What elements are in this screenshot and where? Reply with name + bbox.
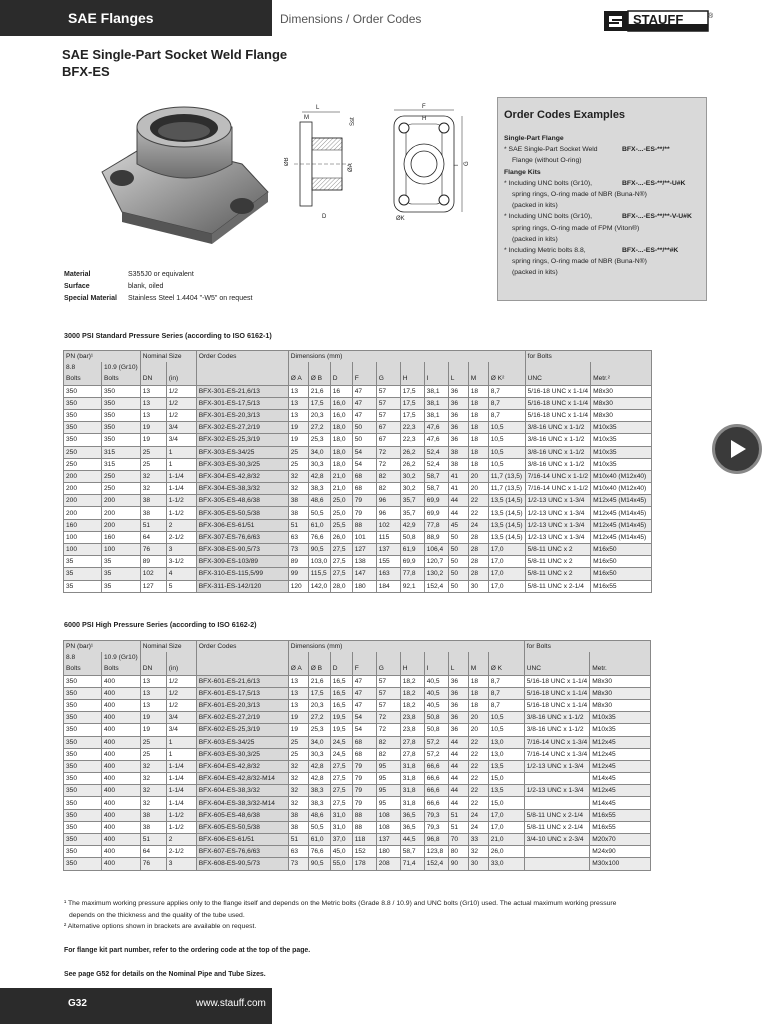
table-row: 200 200 38 1-1/2 BFX-305-ES-48,6/38 38 48,6 25,0 79 96 35,7 69,9 44 22 13,5 (14,5) 1/2-13 UNC x 1-3/4 M12x45 (M14x45) (64, 495, 652, 507)
kit1-text: * Including UNC bolts (Gr10), (504, 179, 593, 187)
table-header-row: 8.8 10.9 (Gr10) (64, 362, 652, 373)
table-row: 350 400 13 1/2 BFX-601-ES-21,6/13 13 21,6 16,5 47 57 18,2 40,5 36 18 8,7 5/16-18 UNC x 1-1/4 M8x30 (64, 675, 651, 687)
product-title (62, 46, 287, 80)
table-row: 350 350 19 3/4 BFX-302-ES-27,2/19 19 27,2 18,0 50 67 22,3 47,6 36 18 10,5 3/8-16 UNC x 1-1/2 M10x35 (64, 422, 652, 434)
single-text: * SAE Single-Part Socket Weld (504, 146, 598, 154)
table-row: 350 400 19 3/4 BFX-602-ES-25,3/19 19 25,3 19,5 54 72 23,8 50,8 36 20 10,5 3/8-16 UNC x 1-1/2 M10x35 (64, 724, 651, 736)
table-row: 350 400 32 1-1/4 BFX-604-ES-42,8/32-M14 32 42,8 27,5 79 95 31,8 66,6 44 22 15,0 M14x45 (64, 773, 651, 785)
svg-text:Sst: Sst (350, 117, 356, 126)
single-text-2: Flange (without O-ring) (512, 157, 582, 165)
footnotes: ¹ The maximum working pressure applies only to the flange itself and depends on the Metric bolts (Grade 8.8 / 10.9) and UNC bolts (Gr10) used. The actual maximum working pressure depends on the thickness and the quality of the tube used. ² Alternative options shown in brackets are available on request. (64, 900, 617, 930)
table-row: 350 400 25 1 BFX-603-ES-34/25 25 34,0 24,5 68 82 27,8 57,2 44 22 13,0 7/16-14 UNC x 1-3/4 M12x45 (64, 736, 651, 748)
table-row: 350 400 51 2 BFX-606-ES-61/51 51 61,0 37,0 118 137 44,5 96,8 70 33 21,0 3/4-10 UNC x 2-3/4 M20x70 (64, 834, 651, 846)
section-header (0, 0, 272, 36)
series-6000-table (63, 640, 651, 871)
table-row: 350 400 19 3/4 BFX-602-ES-27,2/19 19 27,2 19,5 54 72 23,8 50,8 36 20 10,5 3/8-16 UNC x 1-1/2 M10x35 (64, 712, 651, 724)
table-row: 350 400 38 1-1/2 BFX-605-ES-50,5/38 38 50,5 31,0 88 108 36,5 79,3 51 24 17,0 5/8-11 UNC x 2-1/4 M16x55 (64, 821, 651, 833)
series-3000-table (63, 350, 652, 593)
kit3-text-2: spring rings, O-ring made of NBR (Buna-N®) (512, 258, 647, 266)
table-row: 350 400 32 1-1/4 BFX-604-ES-38,3/32 32 38,3 27,5 79 95 31,8 66,6 44 22 13,5 1/2-13 UNC x 1-3/4 M12x45 (64, 785, 651, 797)
kit-note: For flange kit part number, refer to the ordering code at the top of the page. (64, 947, 311, 954)
kit2-text-3: (packed in kits) (512, 235, 558, 243)
table-row: 350 400 13 1/2 BFX-601-ES-20,3/13 13 20,3 16,5 47 57 18,2 40,5 36 18 8,7 5/16-18 UNC x 1-1/4 M8x30 (64, 699, 651, 711)
table-row: 250 315 25 1 BFX-303-ES-30,3/25 25 30,3 18,0 54 72 26,2 52,4 38 18 10,5 3/8-16 UNC x 1-1/2 M10x35 (64, 458, 652, 470)
single-heading: Single-Part Flange (504, 135, 564, 142)
series-6000-title: 6000 PSI High Pressure Series (according to ISO 6162-2) (64, 620, 257, 629)
table-header-row: PN (bar)¹ Nominal Size Order Codes Dimensions (mm) for Bolts (64, 351, 652, 363)
kits-heading: Flange Kits (504, 168, 541, 176)
flange-photo (92, 102, 282, 252)
examples-title: Order Codes Examples (504, 109, 626, 121)
table-row: 35 35 127 5 BFX-311-ES-142/120 120 142,0 28,0 180 184 92,1 152,4 50 30 17,0 5/8-11 UNC x 2-1/4 M16x55 (64, 580, 652, 592)
table-row: 350 400 32 1-1/4 BFX-604-ES-38,3/32-M14 32 38,3 27,5 79 95 31,8 66,6 44 22 15,0 M14x45 (64, 797, 651, 809)
table-row: 350 350 13 1/2 BFX-301-ES-21,6/13 13 21,6 16 47 57 17,5 38,1 36 18 8,7 5/16-18 UNC x 1-1/4 M8x30 (64, 385, 652, 397)
svg-text:F: F (422, 104, 426, 110)
table-row: 160 200 51 2 BFX-306-ES-61/51 51 61,0 25,5 88 102 42,9 77,8 45 24 13,5 (14,5) 1/2-13 UNC x 1-3/4 M12x45 (M14x45) (64, 519, 652, 531)
series-3000-title: 3000 PSI Standard Pressure Series (according to ISO 6162-1) (64, 331, 272, 340)
website-link[interactable]: www.stauff.com (196, 998, 266, 1009)
table-row: 350 400 76 3 BFX-608-ES-90,5/73 73 90,5 55,0 178 208 71,4 152,4 90 30 33,0 M30x100 (64, 858, 651, 870)
svg-text:G: G (464, 161, 470, 166)
table-row: 350 400 13 1/2 BFX-601-ES-17,5/13 13 17,5 16,5 47 57 18,2 40,5 36 18 8,7 5/16-18 UNC x 1-1/4 M8x30 (64, 687, 651, 699)
play-icon (724, 436, 750, 462)
table-header-row: Bolts Bolts DN (in) Ø A Ø B D F G H I L M Ø K² UNC Metr.² (64, 373, 652, 385)
svg-text:L: L (316, 105, 320, 111)
stauff-logo (604, 10, 714, 32)
kit2-text: * Including UNC bolts (Gr10), (504, 213, 593, 221)
svg-text:I: I (454, 164, 460, 166)
table-row: 200 250 32 1-1/4 BFX-304-ES-38,3/32 32 38,3 21,0 68 82 30,2 58,7 41 20 11,7 (13,5) 7/16-14 UNC x 1-1/2 M10x40 (M12x40) (64, 483, 652, 495)
table-row: 350 350 13 1/2 BFX-301-ES-20,3/13 13 20,3 16,0 47 57 17,5 38,1 36 18 8,7 5/16-18 UNC x 1-1/4 M8x30 (64, 409, 652, 421)
table-row: 350 350 19 3/4 BFX-302-ES-25,3/19 19 25,3 18,0 50 67 22,3 47,6 36 18 10,5 3/8-16 UNC x 1-1/2 M10x35 (64, 434, 652, 446)
technical-drawing (284, 102, 484, 224)
svg-text:M: M (304, 115, 309, 121)
table-row: 350 350 13 1/2 BFX-301-ES-17,5/13 13 17,5 16,0 47 57 17,5 38,1 36 18 8,7 5/16-18 UNC x 1-1/4 M8x30 (64, 397, 652, 409)
kit1-code: BFX-...-ES-**/**-U#K (622, 179, 686, 187)
table-row: 350 400 64 2-1/2 BFX-607-ES-76,6/63 63 76,6 45,0 152 180 58,7 123,8 80 32 26,0 M24x90 (64, 846, 651, 858)
svg-text:D: D (322, 214, 327, 220)
svg-text:ØA: ØA (348, 163, 354, 172)
svg-text:H: H (422, 116, 427, 122)
svg-text:®: ® (708, 13, 714, 20)
table-row: 350 400 32 1-1/4 BFX-604-ES-42,8/32 32 42,8 27,5 79 95 31,8 66,6 44 22 13,5 1/2-13 UNC x 1-3/4 M12x45 (64, 760, 651, 772)
svg-text:STAUFF: STAUFF (633, 12, 684, 27)
kit1-text-2: spring rings, O-ring made of NBR (Buna-N®) (512, 191, 647, 199)
product-title-line1: SAE Single-Part Socket Weld Flange (62, 47, 288, 62)
table-header-row: Bolts Bolts DN (in) Ø A Ø B D F G H I L M Ø K UNC Metr. (64, 663, 651, 675)
order-codes-examples (497, 97, 707, 301)
kit3-text: * Including Metric bolts 8.8, (504, 247, 586, 255)
table-row: 250 315 25 1 BFX-303-ES-34/25 25 34,0 18,0 54 72 26,2 52,4 38 18 10,5 3/8-16 UNC x 1-1/2 M10x35 (64, 446, 652, 458)
svg-text:ØK: ØK (396, 216, 405, 222)
section-title: SAE Flanges (68, 10, 154, 26)
single-code: BFX-...-ES-**/** (622, 146, 670, 154)
table-row: 100 100 76 3 BFX-308-ES-90,5/73 73 90,5 27,5 127 137 61,9 106,4 50 28 17,0 5/8-11 UNC x 2 M16x50 (64, 544, 652, 556)
table-row: 200 200 38 1-1/2 BFX-305-ES-50,5/38 38 50,5 25,0 79 96 35,7 69,9 44 22 13,5 (14,5) 1/2-13 UNC x 1-3/4 M12x45 (M14x45) (64, 507, 652, 519)
table-row: 35 35 102 4 BFX-310-ES-115,5/99 99 115,5 27,5 147 163 77,8 130,2 50 28 17,0 5/8-11 UNC x 2 M16x50 (64, 568, 652, 580)
table-header-row: PN (bar)¹ Nominal Size Order Codes Dimensions (mm) for Bolts (64, 641, 651, 653)
kit3-text-3: (packed in kits) (512, 269, 558, 277)
table-header-row: 8.8 10.9 (Gr10) (64, 652, 651, 663)
table-row: 350 400 38 1-1/2 BFX-605-ES-48,6/38 38 48,6 31,0 88 108 36,5 79,3 51 24 17,0 5/8-11 UNC x 2-1/4 M16x55 (64, 809, 651, 821)
table-row: 350 400 25 1 BFX-603-ES-30,3/25 25 30,3 24,5 68 82 27,8 57,2 44 22 13,0 7/16-14 UNC x 1-3/4 M12x45 (64, 748, 651, 760)
table-row: 100 160 64 2-1/2 BFX-307-ES-76,6/63 63 76,6 26,0 101 115 50,8 88,9 50 28 13,5 (14,5) 1/2-13 UNC x 1-3/4 M12x45 (M14x45) (64, 531, 652, 543)
svg-text:ØB: ØB (284, 157, 290, 166)
kit1-text-3: (packed in kits) (512, 202, 558, 210)
page-number: G32 (68, 998, 87, 1009)
kit2-text-2: spring rings, O-ring made of FPM (Viton®) (512, 224, 640, 232)
see-page-note: See page G52 for details on the Nominal Pipe and Tube Sizes. (64, 971, 266, 978)
table-row: 200 250 32 1-1/4 BFX-304-ES-42,8/32 32 42,8 21,0 68 82 30,2 58,7 41 20 11,7 (13,5) 7/16-14 UNC x 1-1/2 M10x40 (M12x40) (64, 470, 652, 482)
product-title-line2: BFX-ES (62, 64, 110, 79)
table-row: 35 35 89 3-1/2 BFX-309-ES-103/89 89 103,0 27,5 138 155 69,9 120,7 50 28 17,0 5/8-11 UNC x 2 M16x50 (64, 556, 652, 568)
play-button[interactable] (712, 424, 762, 474)
kit2-code: BFX-...-ES-**/**-V-U#K (622, 213, 692, 221)
header-subtitle: Dimensions / Order Codes (280, 12, 422, 26)
material-info: Material S355J0 or equivalent Surface blank, oiled Special Material Stainless Steel 1.4404 "-W5" on request (64, 271, 253, 302)
footer (0, 988, 272, 1024)
kit3-code: BFX-...-ES-**/**#K (622, 247, 679, 255)
